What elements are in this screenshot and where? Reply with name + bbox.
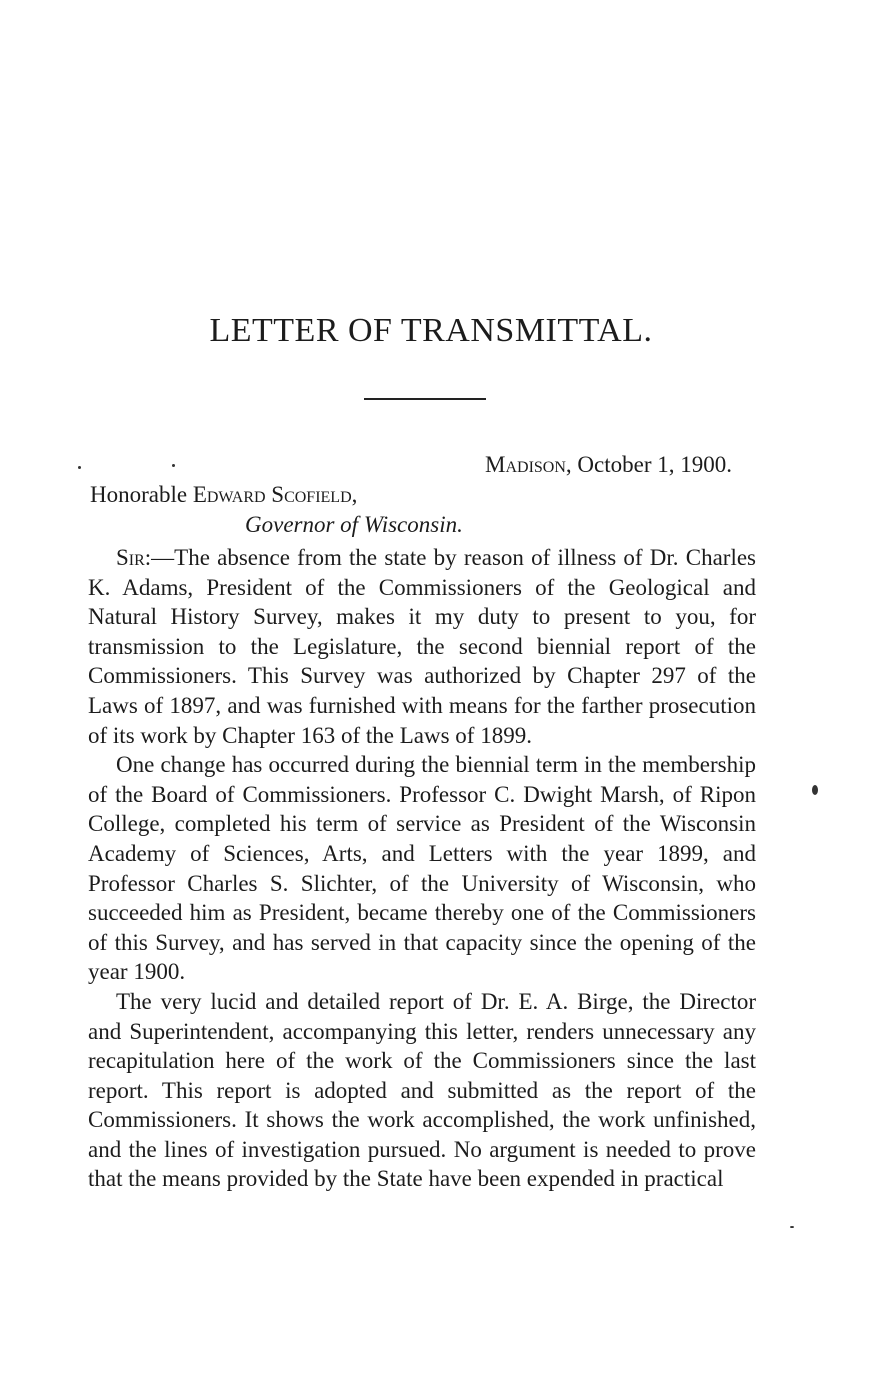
margin-mark [172,464,175,467]
addressee-suffix: , [351,482,358,507]
paragraph-2: One change has occurred during the biennial term in the membership of the Board of Commissioners. Professor C. Dwight Marsh, of Ripon College, completed his term of service as President of the Wisconsin Academy of Sciences, Arts, and Letters with the year 1899, and Professor Charles S. Slichter, of the University of Wisconsin, who succeeded him as President, became thereby one of the Commissioners of this Survey, and has served in that capacity since the opening of the year 1900. [88,752,756,985]
title-rule [364,398,486,400]
paragraph-3: The very lucid and detailed report of Dr. E. A. Birge, the Director and Superintendent, accompanying this letter, renders unnecessary any recapitulation here of the work of the Commissioners since the last report. This report is adopted and submitted as the report of the Commissioners. It shows the work accomplished, the work unfinished, and the lines of investigation pursued. No argument is needed to prove that the means provided by the State have been expended in practical [88,988,756,1192]
addressee-prefix: Honorable [90,482,193,507]
paragraph-1 [88,543,756,750]
paragraph-1-text: :—The absence from the state by reason of illness of Dr. Charles K. Adams, President of the Commissioners of the Geological and Natural History Survey, makes it my duty to present to you, for transmission to the Legislature, the second biennial report of the Commissioners. This Survey was authorized by Chapter 297 of the Laws of 1897, and was furnished with means for the farther prosecution of its work by Chapter 163 of the Laws of 1899. [88,545,756,748]
margin-mark [790,1226,794,1228]
addressee-name: Edward Scofield [192,482,352,507]
dateline [485,452,732,478]
dateline-date: , October 1, 1900. [565,452,732,477]
addressee [90,482,357,508]
margin-mark [78,466,81,469]
letter-title: LETTER OF TRANSMITTAL. [209,312,653,349]
margin-mark [812,785,818,795]
dateline-place: Madison [485,452,566,477]
salutation: Sir [116,545,145,570]
letter-body [88,543,756,1194]
addressee-office: Governor of Wisconsin. [245,512,463,537]
